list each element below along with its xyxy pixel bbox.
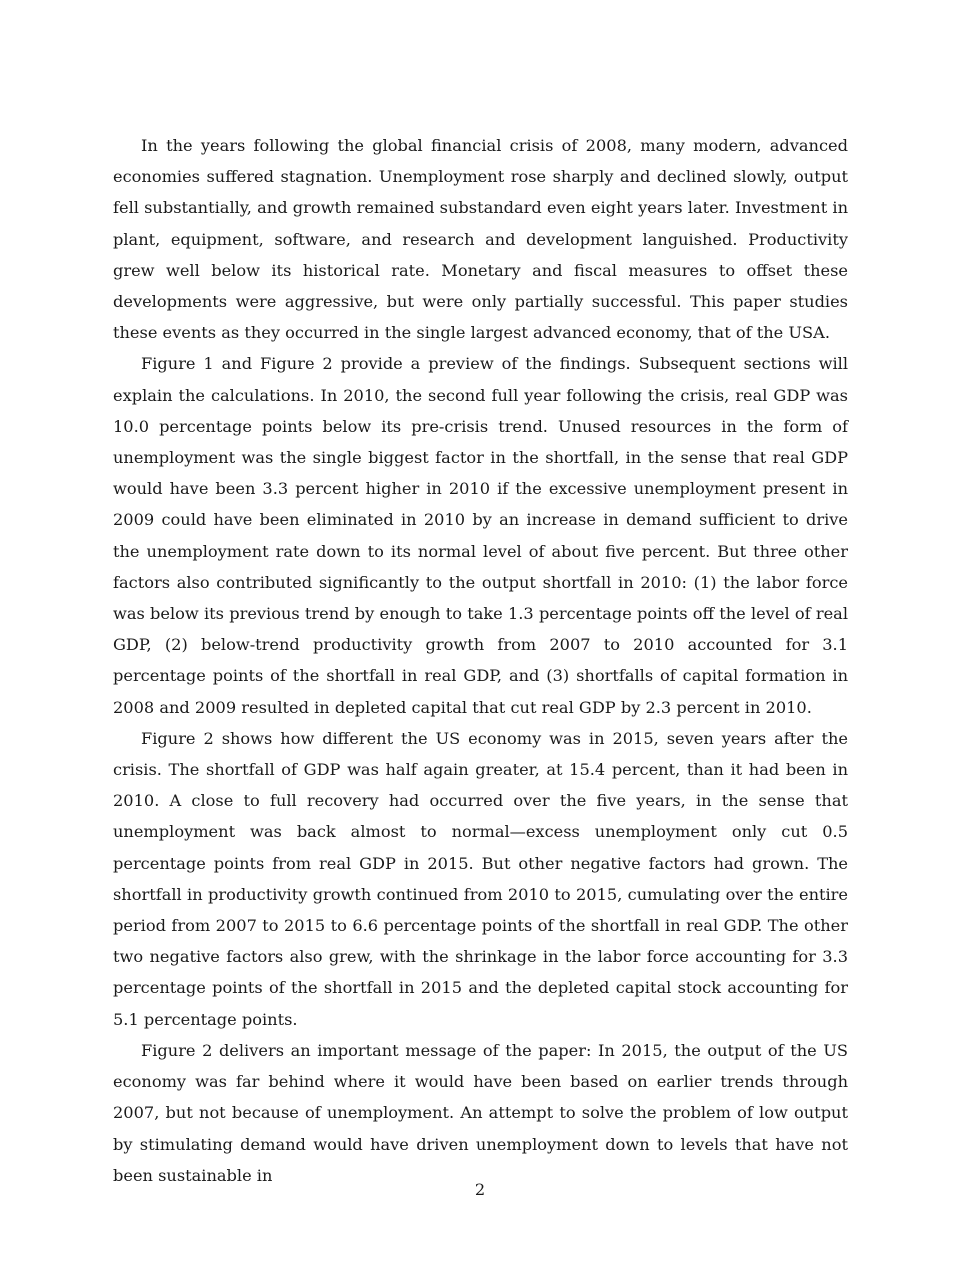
body-text xyxy=(113,130,848,1191)
paragraph-1: In the years following the global financial crisis of 2008, many modern, advanced economies suffered stagnation. Unemployment rose sharply and declined slowly, output fell substantially, and growth remained substandard even eight years later. Investment in plant, equipment, software, and research and development languished. Productivity grew well below its historical rate. Monetary and fiscal measures to offset these developments were aggressive, but were only partially successful. This paper studies these events as they occurred in the single largest advanced economy, that of the USA. xyxy=(113,136,848,343)
paragraph-2: Figure 1 and Figure 2 provide a preview of the findings. Subsequent sections will explain the calculations. In 2010, the second full year following the crisis, real GDP was 10.0 percentage points below its pre-crisis trend. Unused resources in the form of unemployment was the single biggest factor in the shortfall, in the sense that real GDP would have been 3.3 percent higher in 2010 if the excessive unemployment present in 2009 could have been eliminated in 2010 by an increase in demand sufficient to drive the unemployment rate down to its normal level of about five percent. But three other factors also contributed significantly to the output shortfall in 2010: (1) the labor force was below its previous trend by enough to take 1.3 percentage points off the level of real GDP, (2) below-trend productivity growth from 2007 to 2010 accounted for 3.1 percentage points of the shortfall in real GDP, and (3) shortfalls of capital formation in 2008 and 2009 resulted in depleted capital that cut real GDP by 2.3 percent in 2010. xyxy=(113,354,848,717)
page-number: 2 xyxy=(474,1180,486,1199)
paragraph-3: Figure 2 shows how different the US economy was in 2015, seven years after the crisis. The shortfall of GDP was half again greater, at 15.4 percent, than it had been in 2010. A close to full recovery had occurred over the five years, in the sense that unemployment was back almost to normal—excess unemployment only cut 0.5 percentage points from real GDP in 2015. But other negative factors had grown. The shortfall in productivity growth continued from 2010 to 2015, cumulating over the entire period from 2007 to 2015 to 6.6 percentage points of the shortfall in real GDP. The other two negative factors also grew, with the shrinkage in the labor force accounting for 3.3 percentage points of the shortfall in 2015 and the depleted capital stock accounting for 5.1 percentage points. xyxy=(113,728,848,1029)
paragraph-4: Figure 2 delivers an important message of the paper: In 2015, the output of the US economy was far behind where it would have been based on earlier trends through 2007, but not because of unemployment. An attempt to solve the problem of low output by stimulating demand would have driven unemployment down to levels that have not been sustainable in xyxy=(113,1040,848,1185)
